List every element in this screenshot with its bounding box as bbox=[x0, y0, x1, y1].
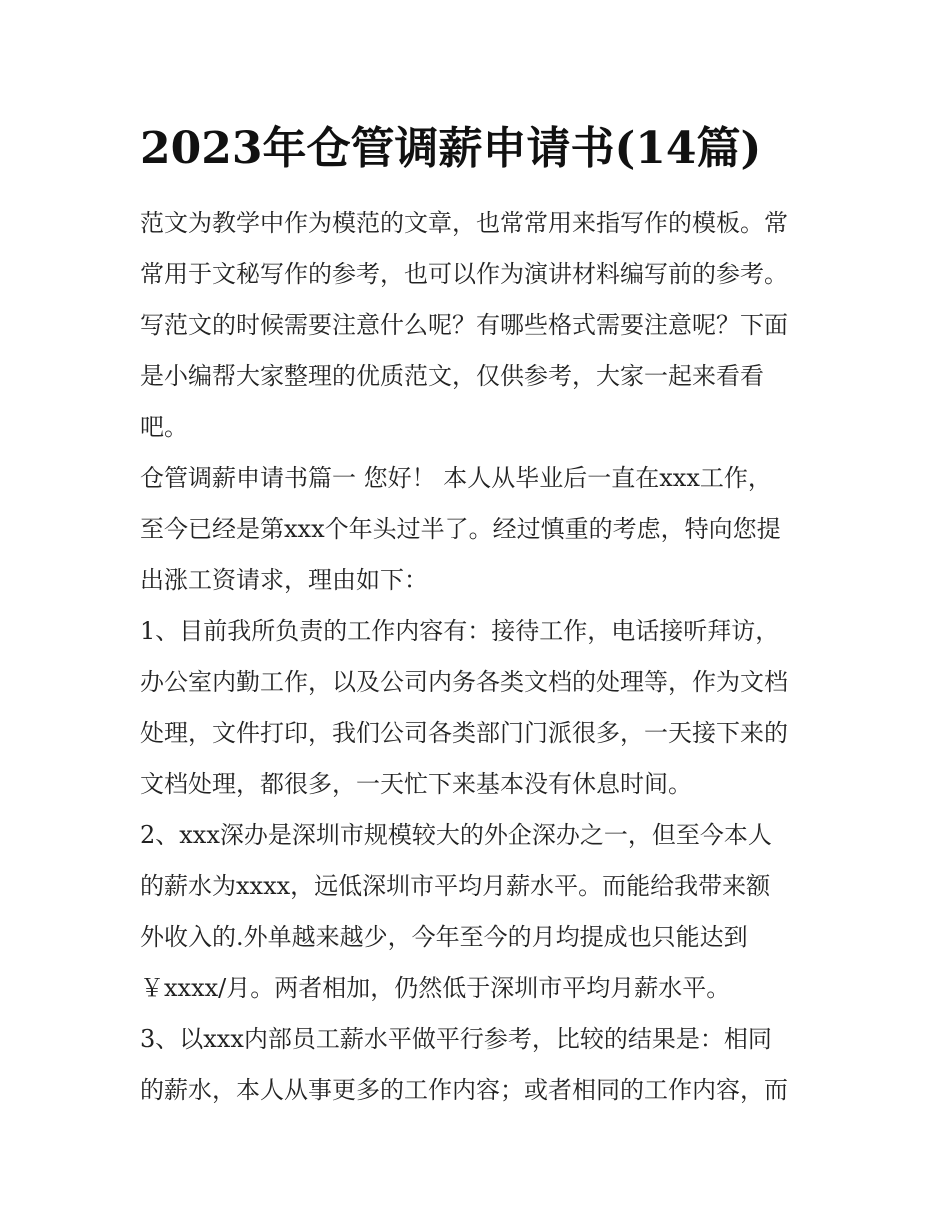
body-line: 的薪水，本人从事更多的工作内容；或者相同的工作内容，而 bbox=[140, 1076, 788, 1104]
body-line: 吧。 bbox=[140, 413, 188, 441]
body-line: 办公室内勤工作，以及公司内务各类文档的处理等，作为文档 bbox=[140, 668, 788, 696]
body-line: 常用于文秘写作的参考，也可以作为演讲材料编写前的参考。 bbox=[140, 260, 788, 288]
body-line: 出涨工资请求，理由如下： bbox=[140, 566, 428, 594]
body-line: 仓管调薪申请书篇一 您好！ 本人从毕业后一直在xxx工作， bbox=[140, 464, 772, 492]
body-line: 的薪水为xxxx，远低深圳市平均月薪水平。而能给我带来额 bbox=[140, 872, 771, 900]
body-line: 至今已经是第xxx个年头过半了。经过慎重的考虑，特向您提 bbox=[140, 515, 781, 543]
body-line: 文档处理，都很多，一天忙下来基本没有休息时间。 bbox=[140, 770, 692, 798]
body-line: 范文为教学中作为模范的文章，也常常用来指写作的模板。常 bbox=[140, 209, 788, 237]
body-line: ￥xxxx/月。两者相加，仍然低于深圳市平均月薪水平。 bbox=[140, 974, 731, 1002]
document-title: 2023年仓管调薪申请书(14篇) bbox=[140, 123, 762, 174]
body-line: 是小编帮大家整理的优质范文，仅供参考，大家一起来看看 bbox=[140, 362, 764, 390]
body-line: 处理，文件打印，我们公司各类部门门派很多，一天接下来的 bbox=[140, 719, 788, 747]
body-line: 3、以xxx内部员工薪水平做平行参考，比较的结果是：相同 bbox=[140, 1025, 772, 1053]
body-line: 写范文的时候需要注意什么呢？有哪些格式需要注意呢？下面 bbox=[140, 311, 788, 339]
body-line: 2、xxx深办是深圳市规模较大的外企深办之一，但至今本人 bbox=[140, 821, 772, 849]
body-line: 外收入的.外单越来越少，今年至今的月均提成也只能达到 bbox=[140, 923, 748, 951]
body-line: 1、目前我所负责的工作内容有：接待工作，电话接听拜访， bbox=[140, 617, 780, 645]
document-body bbox=[140, 198, 812, 1116]
